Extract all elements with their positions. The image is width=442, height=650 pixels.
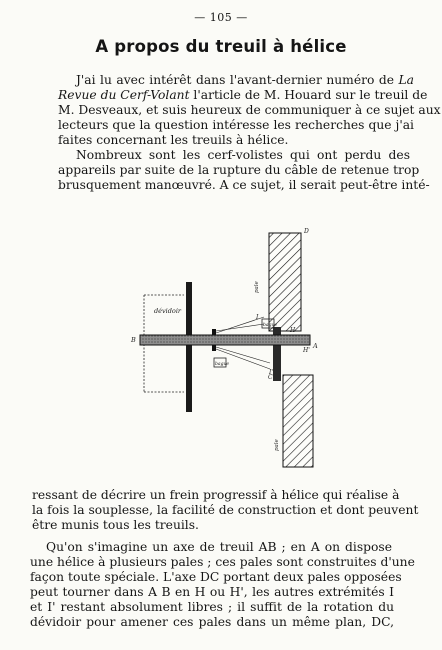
page-number: — 105 — (194, 11, 248, 24)
text-line: la fois la souplesse, la facilité de construction et dont peuvent (32, 503, 419, 517)
pale-bottom-label: pale (274, 439, 280, 451)
text-line: brusquement manœuvré. A ce sujet, il serait peut-être inté- (58, 178, 430, 192)
text-line: Revue du Cerf-Volant l'article de M. Houard sur le treuil de (58, 88, 428, 102)
label-i-prime: I' (269, 369, 274, 376)
text-line: et I' restant absolument libres ; il suffit de la rotation du (30, 600, 394, 614)
hub-lower-mark (212, 345, 216, 351)
helice-brake-figure (118, 227, 330, 487)
text-line: lecteurs que la question intéresse les recherches que j'ai (58, 118, 414, 132)
text-line: être munis tous les treuils. (32, 518, 199, 532)
label-h: H (290, 327, 296, 334)
text-line: Qu'on s'imagine un axe de treuil AB ; en A on dispose (46, 540, 392, 554)
text-line: peut tourner dans A B en H ou H', les autres extrémités I (30, 585, 394, 599)
text-line: dévidoir pour amener ces pales dans un même plan, DC, (30, 615, 394, 629)
bague-bottom-label: bague (215, 362, 230, 367)
text-line: faites concernant les treuils à hélice. (58, 133, 289, 147)
text-line: ressant de décrire un frein progressif à hélice qui réalise à (32, 488, 400, 502)
text-line: M. Desveaux, et suis heureux de communiquer à ce sujet aux (58, 103, 441, 117)
devidoir-label: dévidoir (154, 307, 182, 315)
text-line: Nombreux sont les cerf-volistes qui ont perdu des (76, 148, 410, 162)
pale-top-label: pale (254, 281, 260, 293)
text-line: une hélice à plusieurs pales ; ces pales sont construites d'une (30, 555, 415, 569)
upper-pale (269, 233, 301, 331)
hub-upper-mark (212, 329, 216, 335)
label-b: B (131, 336, 136, 344)
label-c: C (268, 374, 273, 381)
label-i: I (256, 314, 259, 321)
text-line: appareils par suite de la rupture du câble de retenue trop (58, 163, 420, 177)
text-line: J'ai lu avec intérêt dans l'avant-dernier numéro de La (76, 73, 414, 87)
label-h-prime: H' (303, 347, 310, 354)
support-post (186, 282, 192, 412)
label-a: A (313, 342, 318, 350)
lower-pale (283, 375, 313, 467)
text-line: façon toute spéciale. L'axe DC portant deux pales opposées (30, 570, 402, 584)
treuil-axis-ab (140, 335, 310, 345)
bague-top-label: bague (263, 323, 278, 328)
article-title: A propos du treuil à hélice (95, 37, 347, 56)
label-d: D (304, 228, 309, 235)
